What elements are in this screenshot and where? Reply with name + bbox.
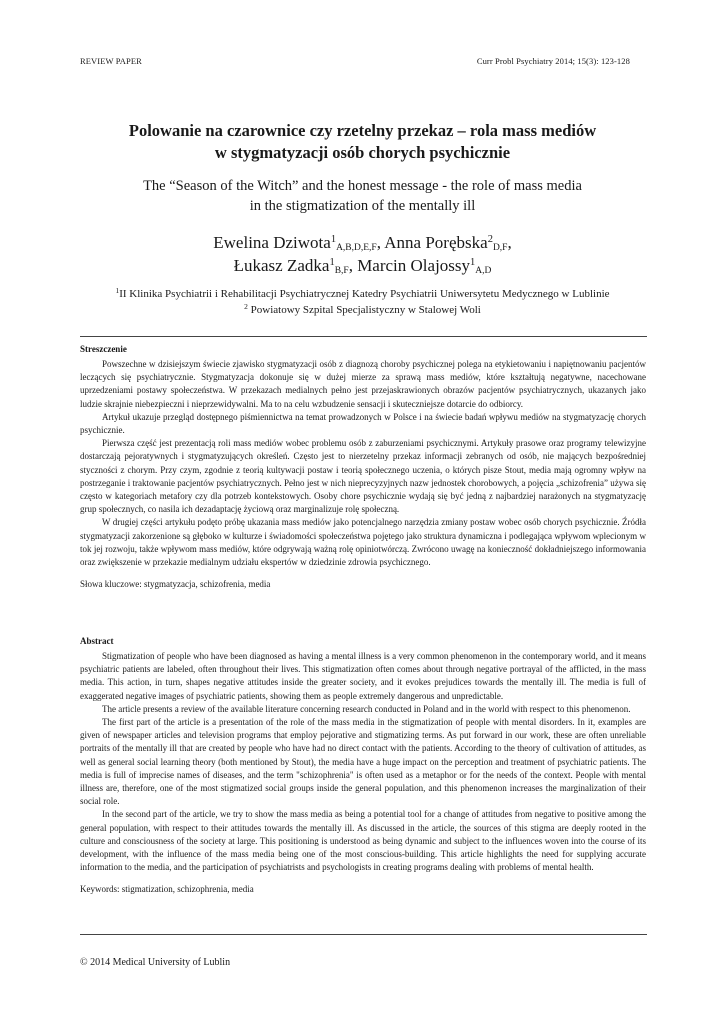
streszczenie-paragraph-2: Artykuł ukazuje przegląd dostępnego piśmiennictwa na temat prowadzonych w Polsce i na świecie badań wpływu mediów na stygmatyzację chorych psychicznie. (80, 411, 646, 436)
abstract-heading: Abstract (80, 636, 114, 646)
copyright-footer: © 2014 Medical University of Lublin (80, 957, 231, 968)
title-english-line-2: in the stigmatization of the mentally ill (249, 198, 476, 214)
title-polish-line-2: w stygmatyzacji osób chorych psychicznie (214, 143, 511, 162)
affiliation-number: 1 (115, 286, 120, 295)
streszczenie-paragraph-1: Powszechne w dzisiejszym świecie zjawisko stygmatyzacji osób z diagnozą choroby psychicznej polega na etykietowaniu i napiętnowaniu pacjentów leczących się psychiatrycznie. Stygmatyzacja dokonuje się w dużej mierze za sprawą mass mediów, które kształtują negatywne, nacechowane uprzedzeniami postawy społeczeństwa. W przekazach medialnych pełno jest przejaskrawionych obrazów pacjentów psychiatrycznych, ukazanych jako ludzie skrajnie niebezpieczni i nieprzewidywalni. Ma to na celu wzbudzenie sensacji i skuteczniejsze dotarcie do odbiorcy. (80, 359, 646, 409)
author-affiliation-number: 2 (487, 234, 493, 245)
abstract-paragraph-1: Stigmatization of people who have been diagnosed as having a mental illness is a very common phenomenon in the contemporary world, and it means psychiatric patients are labeled, often throughout their lives. This stigmatization often comes about through negative portrayal of the afflicted, in the mass media. This action, in turn, shapes negative attitudes inside the greater society, and it evokes prejudices towards the mentally ill. The media is full of exaggerated negative images of psychiatric patients, showing them as people extremely dangerous and unpredictable. (80, 651, 646, 701)
journal-citation: Curr Probl Psychiatry 2014; 15(3): 123-128 (476, 56, 630, 66)
abstract-paragraph-4: In the second part of the article, we try to show the mass media as being a potential tool for a change of attitudes from negative to positive among the general population, with respect to their attitudes towards the mentally ill. As discussed in the article, the sources of this stigma are deeply rooted in the culture and consciousness of the society at large. This positioning is understood as being dynamic and subject to the influences woven into the course of its development, with the influence of the mass media being one of the most conscious-building. This article highlights the need for supplying accurate information to the media, and the participation of psychiatrists and psychologists in creating programs dealing with problems of mental health. (80, 809, 646, 873)
affiliation-text: II Klinika Psychiatrii i Rehabilitacji Psychiatrycznej Katedry Psychiatrii Uniwersytetu Medycznego w Lublinie (119, 288, 610, 300)
author-name: Marcin Olajossy (357, 256, 471, 275)
affiliation-number: 2 (244, 302, 248, 311)
streszczenie-paragraph-3: Pierwsza część jest prezentacją roli mass mediów wobec problemu osób z zaburzeniami psychicznymi. Artykuły prasowe oraz programy telewizyjne dostarczają pejoratywnych i stygmatyzujących określeń. Często jest to nierzetelny przekaz informacji zebranych od osób, nie mających bezpośredniej styczności z chorym. Przy czym, zgodnie z teorią kultywacji postaw i teorią społecznego uczenia, o których pisze Stout, media mają ogromny wpływ na postrzeganie i traktowanie pacjentów psychiatrycznych. Pełno jest w nich nieprecyzyjnych nazw jednostek chorobowych, a pojęcia „schizofrenia” używa się często w kategoriach metafory czy dla potrzeb kontekstowych. Osoby chore psychicznie wydają się być jedną z najbardziej narażonych na stygmatyzację grup społecznych, co nasila ich dezadaptację życiową oraz marginalizuje rolę społeczną. (80, 438, 646, 515)
author-name: Ewelina Dziwota (213, 233, 331, 252)
author (384, 233, 507, 252)
author (357, 256, 491, 275)
affiliation-text: Powiatowy Szpital Specjalistyczny w Stalowej Woli (250, 304, 481, 316)
author (234, 256, 349, 275)
author-affiliation-number: 1 (329, 257, 335, 268)
author-list: Ewelina Dziwota$^1_{A,B,D,E,F}$, Anna Porębska$^2_{D,F}$, Łukasz Zadka$^1_{B,F}$, Marcin Olajossy$^1_{A,D}$ (213, 233, 512, 276)
affiliation-2 (60, 303, 665, 318)
author-affiliation-number: 1 (470, 257, 476, 268)
article-type-label: REVIEW PAPER (80, 56, 142, 66)
streszczenie-keywords: Słowa kluczowe: stygmatyzacja, schizofrenia, media (80, 579, 271, 590)
abstract-section (80, 636, 646, 896)
author (213, 233, 376, 252)
abstract-paragraph-2: The article presents a review of the available literature concerning research conducted in Poland and in the world with respect to this phenomenon. (102, 703, 631, 714)
author-contribution-roles: D,F (492, 243, 508, 253)
abstract-keywords: Keywords: stigmatization, schizophrenia, media (80, 884, 254, 895)
author-contribution-roles: A,B,D,E,F (336, 243, 377, 253)
author-affiliation-number: 1 (330, 234, 337, 245)
streszczenie-paragraph-4: W drugiej części artykułu podęto próbę ukazania mass mediów jako potencjalnego narzędzia zmiany postaw wobec osób chorych psychicznie. Źródła stygmatyzacji zakorzenione są głęboko w kulturze i świadomości społeczeństwa pojętego jako struktura dynamiczna i podlegająca wpływom wplecionym w tok jej rozwoju, także wpływom mass mediów, które odgrywają ważną rolę opiniotwórczą. Zwrócono uwagę na konieczność dokładniejszego informowania oraz zwiększenie w przekazie medialnym udziału ekspertów w dziedzinie zdrowia psychicznego. (80, 517, 646, 568)
author-name: Anna Porębska (384, 233, 488, 252)
streszczenie-heading: Streszczenie (80, 344, 127, 354)
title-polish (60, 120, 665, 164)
divider-bottom (80, 934, 647, 935)
author-name: Łukasz Zadka (233, 256, 330, 275)
abstract-paragraph-3: The first part of the article is a presentation of the role of the mass media in the stigmatization of people with mental disorders. In it, examples are given of newspaper articles and television programs that employ pejorative and stigmatizing terms. As put forward in our work, these are often unreliable portraits of the mentally ill that are created by people who have had no direct contact with the patients. According to the theory of cultivation of attitudes, as well as general social learning theory (both mentioned by Stout), the media have a huge impact on the perception and treatment of psychiatric patients. The media is full of imprecise names of diseases, and the term "schizophrenia" is often used as a metaphor or for the needs of the context. People with mental illness are, therefore, one of the most stigmatized social groups inside the general population, and this phenomenon increases the marginalization of their social role. (80, 717, 646, 807)
divider-top (80, 336, 647, 337)
author-contribution-roles: B,F (334, 266, 349, 276)
title-english-line-1: The “Season of the Witch” and the honest message - the role of mass media (143, 178, 582, 194)
title-polish-line-1: Polowanie na czarownice czy rzetelny przekaz – rola mass mediów (128, 121, 597, 140)
streszczenie-section (80, 344, 646, 591)
author-contribution-roles: A,D (475, 266, 492, 276)
affiliation-1 (60, 287, 665, 302)
title-english (60, 176, 665, 216)
